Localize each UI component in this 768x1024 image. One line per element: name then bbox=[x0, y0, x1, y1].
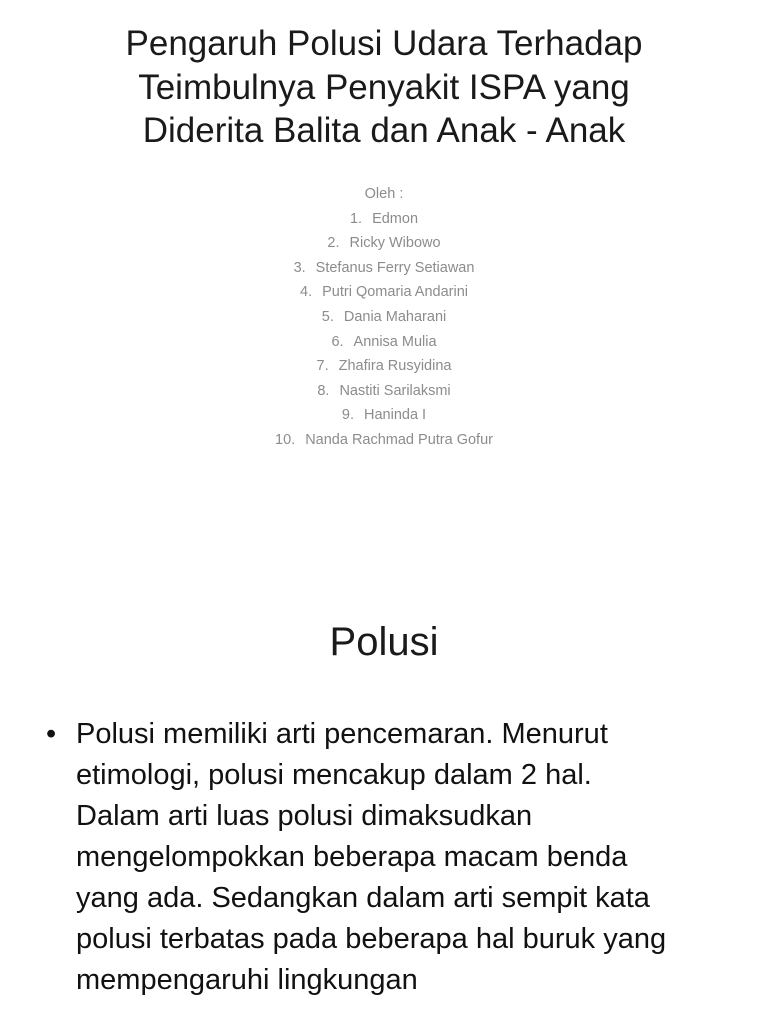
bullet-icon: • bbox=[46, 718, 57, 750]
author-number: 10. bbox=[275, 431, 296, 448]
author-name: Edmon bbox=[372, 210, 419, 227]
author-number: 4. bbox=[300, 284, 313, 301]
author-number: 1. bbox=[349, 210, 363, 227]
title-line: Pengaruh Polusi Udara Terhadap bbox=[125, 24, 643, 63]
author-item bbox=[0, 280, 768, 305]
author-name: Nastiti Sarilaksmi bbox=[339, 382, 451, 399]
author-item bbox=[0, 256, 768, 281]
bullet-line: Dalam arti luas polusi dimaksudkan bbox=[76, 800, 533, 832]
bullet-line: polusi terbatas pada beberapa hal buruk yang bbox=[76, 923, 667, 955]
author-number: 5. bbox=[321, 308, 334, 325]
author-number: 3. bbox=[293, 259, 306, 276]
title-line: Diderita Balita dan Anak - Anak bbox=[142, 111, 626, 150]
author-item bbox=[0, 354, 768, 379]
author-item bbox=[0, 231, 768, 256]
bullet-line: Polusi memiliki arti pencemaran. Menurut bbox=[76, 718, 608, 750]
author-list bbox=[0, 182, 768, 453]
content-slide bbox=[0, 576, 768, 1024]
author-number: 2. bbox=[327, 235, 340, 252]
bullet-line: mengelompokkan beberapa macam benda bbox=[76, 841, 628, 873]
author-number: 6. bbox=[331, 333, 344, 350]
author-item bbox=[0, 330, 768, 355]
title-line: Teimbulnya Penyakit ISPA yang bbox=[138, 67, 630, 107]
author-number: 7. bbox=[316, 358, 329, 375]
author-name: Haninda I bbox=[364, 407, 427, 424]
author-name: Annisa Mulia bbox=[353, 333, 437, 350]
author-item bbox=[0, 403, 768, 428]
author-number: 8. bbox=[317, 382, 330, 399]
author-item bbox=[0, 428, 768, 453]
bullet-item bbox=[46, 714, 746, 1001]
author-item bbox=[0, 305, 768, 330]
author-name: Putri Qomaria Andarini bbox=[322, 284, 468, 301]
bullet-line: mempengaruhi lingkungan bbox=[76, 964, 418, 996]
author-name: Stefanus Ferry Setiawan bbox=[315, 259, 475, 276]
author-number: 9. bbox=[341, 407, 354, 424]
author-item bbox=[0, 207, 768, 232]
slide-title: Polusi bbox=[329, 620, 439, 664]
author-name: Zhafira Rusyidina bbox=[338, 358, 452, 375]
author-name: Nanda Rachmad Putra Gofur bbox=[305, 431, 493, 448]
bullet-line: etimologi, polusi mencakup dalam 2 hal. bbox=[76, 759, 592, 791]
slide-title bbox=[0, 22, 768, 153]
author-name: Ricky Wibowo bbox=[349, 235, 441, 252]
bullet-line: yang ada. Sedangkan dalam arti sempit kata bbox=[76, 882, 650, 914]
author-name: Dania Maharani bbox=[343, 308, 447, 325]
by-label: Oleh : bbox=[364, 186, 404, 202]
author-item bbox=[0, 379, 768, 404]
